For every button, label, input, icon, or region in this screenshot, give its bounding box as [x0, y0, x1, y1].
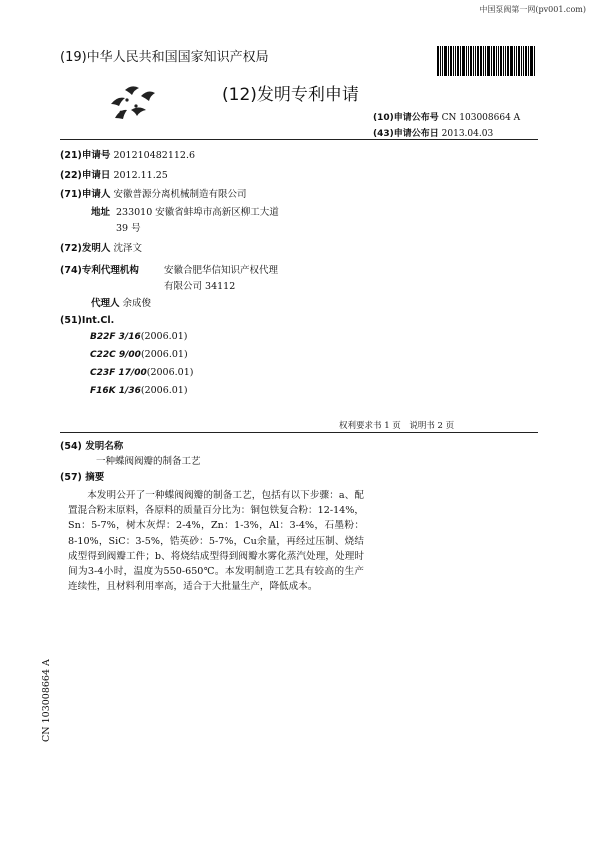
abstract-divider [60, 432, 538, 433]
application-date-label: (22)申请日 [60, 170, 111, 181]
barcode-bar [460, 46, 461, 76]
barcode-bar [491, 46, 492, 76]
publication-number-value: CN 103008664 A [441, 113, 521, 123]
application-number-value: 201210482112.6 [113, 150, 196, 161]
intcl-entry [90, 367, 193, 378]
address-line-1: 233010 安徽省蚌埠市高新区柳工大道 [116, 207, 279, 218]
agency-label: (74)专利代理机构 [60, 265, 139, 276]
applicant [60, 186, 246, 200]
barcode-bar [496, 46, 497, 76]
barcode-bar [487, 46, 490, 76]
intcl-label: (51)Int.Cl. [60, 315, 115, 326]
barcode-bar [473, 46, 474, 76]
application-number [60, 147, 195, 161]
barcode-bar [534, 46, 535, 76]
agent-value: 余成俊 [122, 298, 152, 309]
inventor-value: 沈泽文 [113, 243, 142, 254]
publication-type: (12)发明专利申请 [222, 85, 359, 105]
agency-line-2: 有限公司 34112 [164, 281, 236, 292]
agency-line-1: 安徽合肥华信知识产权代理 [164, 265, 279, 276]
barcode-bar [462, 46, 465, 76]
barcode-bar [530, 46, 533, 76]
barcode-bar [525, 46, 527, 76]
barcode-bar [468, 46, 469, 76]
barcode-bar [510, 46, 513, 76]
barcode-bar [493, 46, 495, 76]
publication-date-label: (43)申请公布日 [373, 129, 439, 139]
applicant-label: (71)申请人 [60, 189, 111, 200]
barcode-image [437, 46, 537, 76]
barcode-bar [437, 46, 439, 76]
barcode-bar [475, 46, 476, 76]
barcode-bar [477, 46, 479, 76]
barcode-bar [518, 46, 520, 76]
barcode-bar [528, 46, 529, 76]
intcl-version: (2006.01) [140, 385, 188, 396]
barcode-bar [505, 46, 506, 76]
emblem-logo [103, 70, 171, 130]
invention-title: 一种蝶阀阀瓣的制备工艺 [96, 456, 201, 467]
intcl-version: (2006.01) [140, 331, 188, 342]
inventor-label: (72)发明人 [60, 243, 111, 254]
barcode-bar [442, 46, 443, 76]
abstract-label: (57) 摘要 [60, 472, 105, 483]
intcl-entry [90, 349, 188, 360]
watermark-text: 中国泵阀第一网(pv001.com) [479, 5, 586, 14]
barcode-bar [440, 46, 441, 76]
title-label: (54) 发明名称 [60, 441, 124, 452]
intcl-entry [90, 331, 187, 342]
intcl-code: C22C 9/00 [90, 350, 141, 360]
barcode-bar [450, 46, 452, 76]
address-line-2: 39 号 [116, 223, 141, 234]
barcode-bar [457, 46, 459, 76]
barcode-bar [498, 46, 499, 76]
intcl-version: (2006.01) [140, 349, 188, 360]
intcl-code: C23F 17/00 [90, 368, 147, 378]
barcode-bar [507, 46, 509, 76]
applicant-value: 安徽普源分离机械制造有限公司 [113, 189, 247, 200]
publication-date-value: 2013.04.03 [441, 129, 494, 139]
application-date-value: 2012.11.25 [113, 170, 168, 181]
abstract-text: 本发明公开了一种蝶阀阀瓣的制备工艺，包括有以下步骤：a、配置混合粉末原料，各原料的质量百分比为：铜包铁复合粉：12-14%，Sn：5-7%，树木灰焊：2-4%，Zn：1-3%，Al：3-4%，石墨粉：8-10%，SiC：3-5%，锆英砂：5-7%，Cu余量，再经过压制、烧结成型得到阀瓣工件；b、将烧结成型得到阀瓣水雾化蒸汽处理，处理时间为3-4小时，温度为550-650℃。本发明制造工艺具有较高的生产连续性，且材料利用率高，适合于大批量生产，降低成本。 [68, 490, 364, 593]
barcode-bar [455, 46, 456, 76]
publication-number [373, 110, 520, 123]
header-divider [60, 139, 538, 140]
intcl-code: F16K 1/36 [90, 386, 141, 396]
barcode-bar [521, 46, 522, 76]
agent [91, 295, 151, 309]
barcode-bar [516, 46, 517, 76]
intcl-version: (2006.01) [146, 367, 194, 378]
intcl-code: B22F 3/16 [90, 332, 141, 342]
barcode-bar [444, 46, 447, 76]
page-count: 权利要求书 1 页 说明书 2 页 [339, 421, 455, 431]
barcode-bar [466, 46, 467, 76]
intcl-entry [90, 385, 188, 396]
application-date [60, 167, 168, 181]
barcode-bar [448, 46, 449, 76]
patent-office-header: (19)中华人民共和国国家知识产权局 [60, 50, 269, 65]
barcode-bar [500, 46, 502, 76]
agent-label: 代理人 [91, 298, 120, 309]
publication-number-label: (10)申请公布号 [373, 113, 439, 123]
barcode-bar [485, 46, 486, 76]
inventor [60, 240, 142, 254]
application-number-label: (21)申请号 [60, 150, 111, 161]
barcode-bar [503, 46, 504, 76]
barcode-bar [480, 46, 482, 76]
barcode-bar [523, 46, 524, 76]
barcode-bar [514, 46, 515, 76]
barcode-bar [483, 46, 484, 76]
barcode-bar [453, 46, 454, 76]
barcode-bar [470, 46, 472, 76]
address-label: 地址 [91, 207, 111, 218]
publication-date [373, 126, 493, 139]
side-publication-number: CN 103008664 A [41, 659, 52, 742]
